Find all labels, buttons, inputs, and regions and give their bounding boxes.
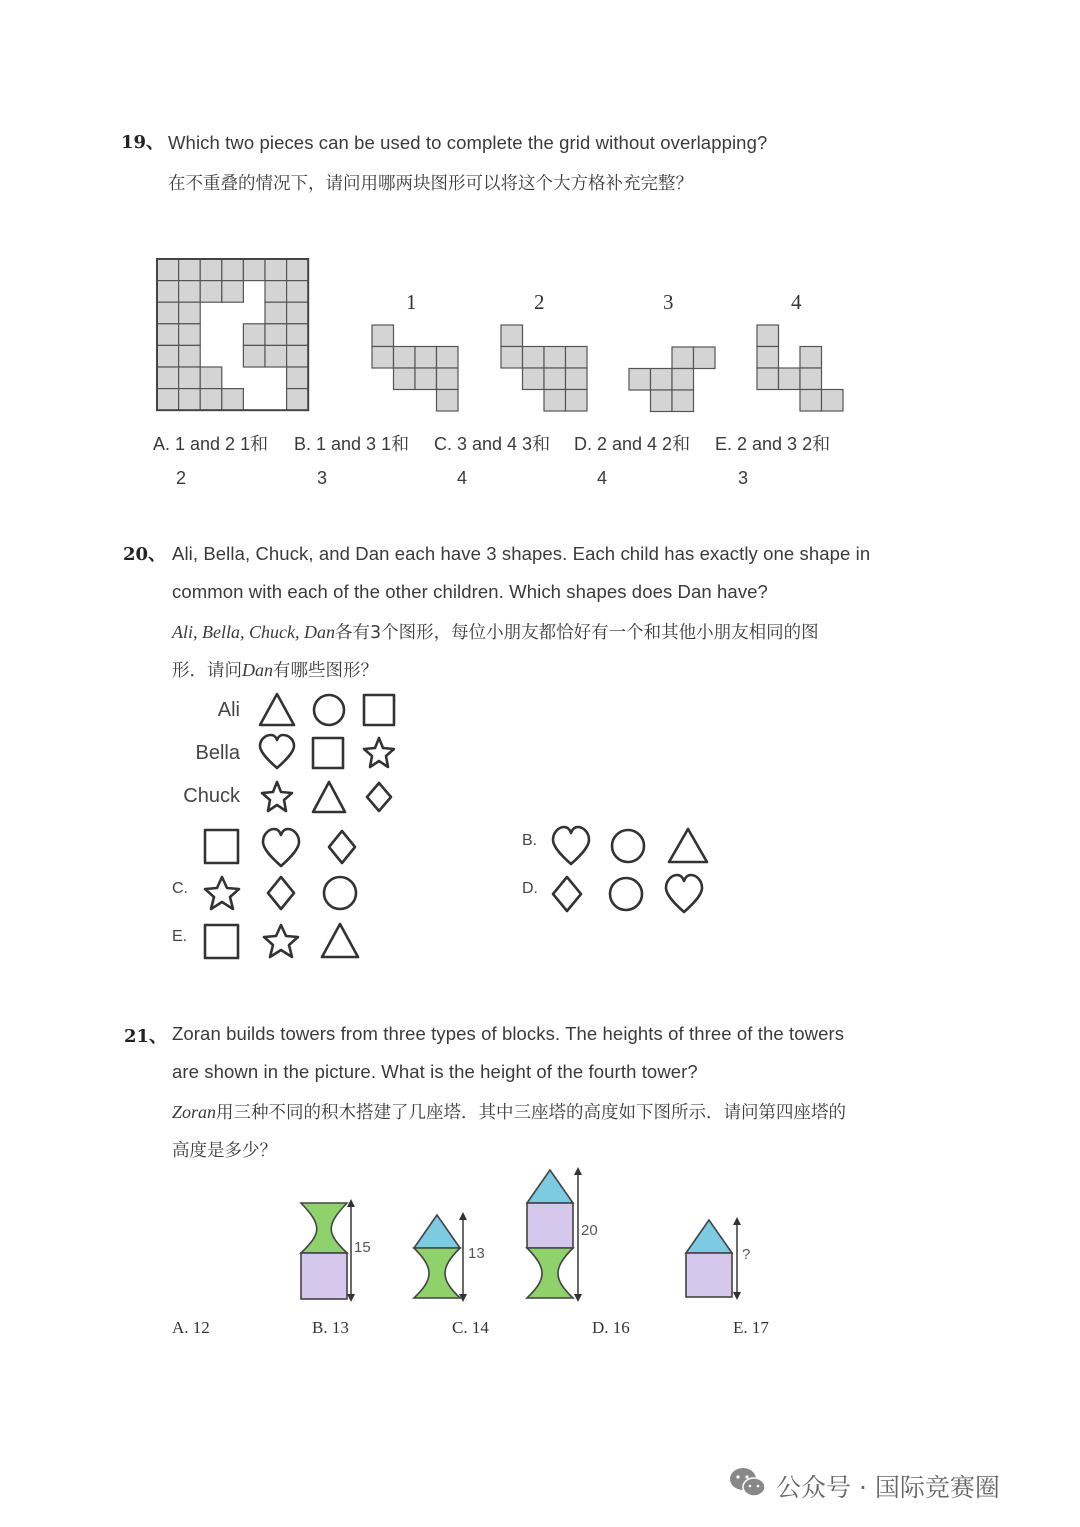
q21-option-e: E. 17 <box>733 1318 769 1337</box>
q19-option-b-cont: 3 <box>317 468 328 488</box>
q20-option-d-letter: D. <box>522 880 538 897</box>
square-block <box>301 1253 347 1299</box>
question-number-19: 19、 <box>121 132 165 153</box>
tower-1-height: 15 <box>354 1239 371 1256</box>
wechat-icon <box>728 1466 768 1500</box>
piece-label-4: 4 <box>791 290 802 314</box>
piece-label-3: 3 <box>663 290 674 314</box>
q21-option-a: A. 12 <box>172 1318 210 1337</box>
child-bella: Bella <box>195 742 240 764</box>
question-21-cn-rest: 用三种不同的积木搭建了几座塔．其中三座塔的高度如下图所示．请问第四座塔的 <box>216 1103 847 1123</box>
tower-4-height: ? <box>742 1246 751 1263</box>
q20-option-b-letter: B. <box>522 832 538 849</box>
question-19-text-cn: 在不重叠的情况下，请问用哪两块图形可以将这个大方格补充完整？ <box>168 174 693 194</box>
question-number-21: 21、 <box>124 1026 168 1047</box>
q19-option-c: C. 3 and 4 3和 <box>434 434 551 454</box>
q21-option-d: D. 16 <box>592 1318 630 1337</box>
triangle-block <box>414 1215 460 1248</box>
q19-option-b: B. 1 and 3 1和 <box>294 434 410 454</box>
tower-3-height: 20 <box>581 1222 598 1239</box>
question-20-text-en-1: Ali, Bella, Chuck, and Dan each have 3 shapes. Each child has exactly one shape in <box>172 543 871 564</box>
piece-label-2: 2 <box>534 290 545 314</box>
question-20-cn-rest: 各有3个图形，每位小朋友都恰好有一个和其他小朋友相同的图 <box>334 623 819 643</box>
hourglass-block <box>527 1248 573 1298</box>
question-number-20: 20、 <box>123 544 167 565</box>
q20-option-e-letter: E. <box>172 928 188 945</box>
q19-option-e-cont: 3 <box>738 468 749 488</box>
q19-option-a: A. 1 and 2 1和 <box>153 434 269 454</box>
hourglass-block <box>414 1248 460 1298</box>
zoran-name: Zoran <box>172 1102 217 1122</box>
question-21-text-en-1: Zoran builds towers from three types of blocks. The heights of three of the towers <box>172 1023 845 1044</box>
question-21-text-cn-2: 高度是多少？ <box>172 1141 277 1161</box>
watermark-text: 公众号 · 国际竞赛圈 <box>776 1473 1000 1502</box>
q19-option-e: E. 2 and 3 2和 <box>715 434 831 454</box>
piece-label-1: 1 <box>406 290 417 314</box>
tower-2-height: 13 <box>468 1245 485 1262</box>
square-block <box>527 1203 573 1248</box>
q19-option-d: D. 2 and 4 2和 <box>574 434 691 454</box>
question-21-text-en-2: are shown in the picture. What is the height of the fourth tower? <box>172 1061 698 1082</box>
q19-option-c-cont: 4 <box>457 468 468 488</box>
question-19-text-en: Which two pieces can be used to complete the grid without overlapping? <box>168 132 768 153</box>
square-block <box>686 1253 732 1297</box>
q20-option-c-letter: C. <box>172 880 188 897</box>
triangle-block <box>686 1220 732 1253</box>
cn-suffix: 有哪些图形？ <box>273 661 378 681</box>
child-chuck: Chuck <box>183 785 240 807</box>
child-ali: Ali <box>217 699 240 721</box>
triangle-block <box>527 1170 573 1203</box>
q19-option-a-cont: 2 <box>176 468 187 488</box>
child-names: Ali, Bella, Chuck, Dan <box>172 622 335 642</box>
question-20-text-en-2: common with each of the other children. Which shapes does Dan have? <box>172 581 768 602</box>
q21-option-b: B. 13 <box>312 1318 349 1337</box>
cn-prefix: 形．请问 <box>172 661 242 681</box>
q19-option-d-cont: 4 <box>597 468 608 488</box>
q21-option-c: C. 14 <box>452 1318 489 1337</box>
hourglass-block <box>301 1203 347 1253</box>
dan-name: Dan <box>242 660 273 680</box>
